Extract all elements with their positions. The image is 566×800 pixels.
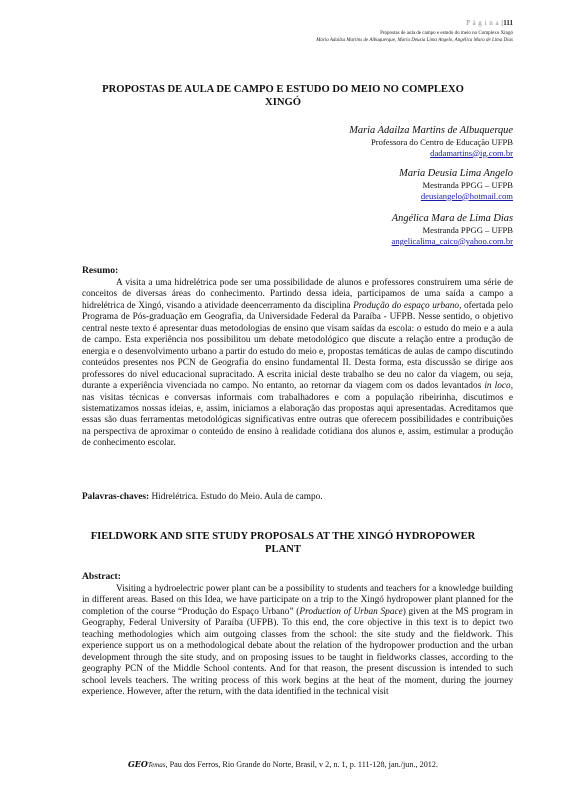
- title-english-line1: FIELDWORK AND SITE STUDY PROPOSALS AT THE XINGÓ HYDROPOWER: [90, 531, 476, 542]
- author-name: Angélica Mara de Lima Dias: [391, 213, 513, 224]
- keywords-line: [82, 492, 323, 502]
- author-block-1: [349, 124, 513, 158]
- footer-citation: [0, 759, 566, 769]
- title-english: [82, 530, 484, 556]
- page-number: 111: [503, 19, 513, 27]
- title-english-line2: PLANT: [265, 544, 301, 555]
- resumo-label: Resumo:: [82, 265, 119, 276]
- abstract-text-1: Visiting a hydroelectric power plant can be a possibility to students and teachers for a knowledge building in different areas. Based on this Idea, we have participate on a trip to the Xingó hydropower plant planned for the completion of the course “Produção do Espaço Urbano” (: [82, 584, 513, 617]
- abstract-paragraph: [82, 584, 513, 699]
- author-block-2: [399, 167, 513, 201]
- author-block-3: [392, 212, 514, 246]
- abstract-text-2: ) given at the MS program in Geography, Federal University of Paraíba (UFPB). To this end, the core objective in this text is to depict two teaching methodologies which aim outgoing classes from the school: the site study and the fieldwork. This experience support us on a methodological debate about the relation of the hydropower production and the urban development through the site study, and on proposing issues to be taught in fieldworks classes, according to the geography PCN of the Middle School contents. And for that reason, the present discussion is intended to such school levels teachers. The writing process of this work begins at the heat of the moment, during the journey experience. However, after the return, with the data identified in the technical visit: [82, 606, 513, 698]
- resumo-text-3: , nas visitas técnicas e conversas informais com trabalhadores e com a população ribeirinha, discutimos e sistematizamos nossas ideias, e, assim, iniciamos a elaboração das propostas aqui apresentadas. Acreditamos que essas são duas ferramentas metodológicas significativas entre outras que oferecem possibilidades e contribuições na perspectiva de aproximar o conteúdo de ensino à realidade cotidiana dos alunos e, assim, estimular a produção de conhecimento escolar.: [82, 381, 514, 449]
- author-name: Maria Deusia Lima Angelo: [399, 168, 513, 179]
- title-portuguese-line2: XINGÓ: [265, 97, 301, 108]
- author-email-link[interactable]: dadamartins@ig.com.br: [430, 147, 513, 158]
- journal-logo-sub: Temas: [147, 761, 166, 769]
- author-email-link[interactable]: deusiangelo@hotmail.com: [420, 190, 513, 201]
- running-header-page: [466, 19, 513, 27]
- resumo-italic-1: Produção do espaço urbano: [353, 300, 460, 311]
- title-portuguese-line1: PROPOSTAS DE AULA DE CAMPO E ESTUDO DO MEIO NO COMPLEXO: [102, 84, 464, 95]
- author-email-link[interactable]: angelicalima_caico@yahoo.com.br: [391, 235, 513, 246]
- author-affiliation: Professora do Centro de Educação UFPB: [370, 137, 513, 147]
- footer-text: , Pau dos Ferros, Rio Grande do Norte, Brasil, v 2, n. 1, p. 111-128, jan./jun., 2012.: [165, 760, 439, 769]
- author-name: Maria Adailza Martins de Albuquerque: [349, 125, 513, 136]
- keywords-label: Palavras-chaves:: [82, 492, 150, 502]
- resumo-italic-2: in loco: [484, 381, 511, 392]
- abstract-label: Abstract:: [82, 571, 121, 582]
- running-header-title: Propostas de aula de campo e estudo do meio no Complexo Xingó: [380, 31, 513, 36]
- author-affiliation: Mestranda PPGG – UFPB: [422, 225, 513, 235]
- author-affiliation: Mestranda PPGG – UFPB: [422, 180, 513, 190]
- page-word: P á g i n a: [466, 19, 500, 27]
- page-separator: |: [501, 19, 504, 27]
- title-portuguese: [82, 83, 484, 109]
- resumo-paragraph: [82, 278, 513, 450]
- journal-logo-main: GEO: [127, 759, 148, 769]
- resumo-text-2: , ofertada pelo Programa de Pós-graduação em Geografia, da Universidade Federal da Paraíba - UFPB. Nesse sentido, o objetivo central neste texto é apresentar duas metodologias de ensino que visam saídas da escola: o estudo do meio e a aula de campo. Esta experiência nos possibilitou um debate metodológico que discute a relação entre a produção de energia e o desenvolvimento urbano a partir do estudo do meio e, propostas temáticas de aulas de campo discutindo conteúdos presentes nos PCN de Geografia do ensino fundamental II. Desta forma, esta discussão se dirige aos professores do nível educacional supracitado. A escrita inicial deste trabalho se deu no calor da viagem, ou seja, durante a experiência vivenciada no campo. No entanto, ao retornar da viagem com os dados levantados: [82, 300, 513, 392]
- keywords-text: Hidrelétrica. Estudo do Meio. Aula de campo.: [149, 492, 323, 502]
- abstract-italic-1: Production of Urban Space: [299, 606, 403, 617]
- running-header-authors: Maria Adailza Martins de Albuquerque, Maria Deusia Lima Angelo, Angélica Mara de Lima Dias: [316, 38, 513, 43]
- resumo-text-1: A visita a uma hidrelétrica pode ser uma possibilidade de alunos e professores construírem uma série de conceitos de diversas áreas do conhecimento. Partindo dessa ideia, participamos de uma saída a campo a hidrelétrica de Xingó, visando a atividade deencerramento da disciplina: [82, 278, 513, 311]
